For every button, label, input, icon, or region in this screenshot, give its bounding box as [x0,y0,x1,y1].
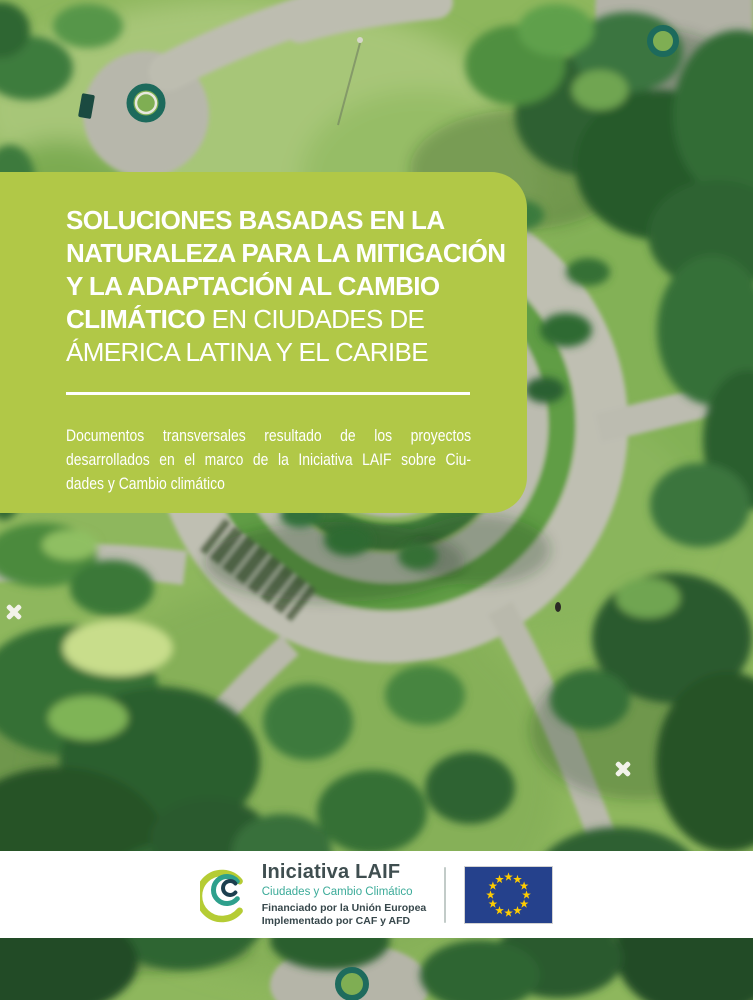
footer-divider [444,867,446,923]
cover-subtitle [66,424,471,496]
eu-flag-icon [464,866,553,924]
title-line: NATURALEZA PARA LA MITIGACIÓN [66,238,506,268]
title-line: SOLUCIONES BASADAS EN LA [66,205,445,235]
laif-logo-icon [200,863,250,927]
cover-title [66,204,506,369]
implementing-line: Implementado por CAF y AFD [261,915,411,927]
title-divider [66,392,470,395]
subtitle-line: Documentos transversales resultado de los proyectos [66,426,472,445]
title-line: CLIMÁTICO EN CIUDADES DE [66,304,425,334]
title-line: ÁMERICA LATINA Y EL CARIBE [66,337,429,367]
subtitle-line: dades y Cambio climático [66,474,225,493]
funding-line: Financiado por la Unión Europea [261,902,427,914]
title-panel [0,172,527,513]
fountain-bottom [338,970,366,998]
title-line: Y LA ADAPTACIÓN AL CAMBIO [66,271,440,301]
footer-bar [0,851,753,938]
laif-wordmark [262,861,427,928]
fountain-top-right [650,28,676,54]
brand-name: Iniciativa LAIF [261,861,401,883]
program-name: Ciudades y Cambio Climático [261,886,413,898]
subtitle-line: desarrollados en el marco de la Iniciativa LAIF sobre Ciu- [66,450,472,469]
